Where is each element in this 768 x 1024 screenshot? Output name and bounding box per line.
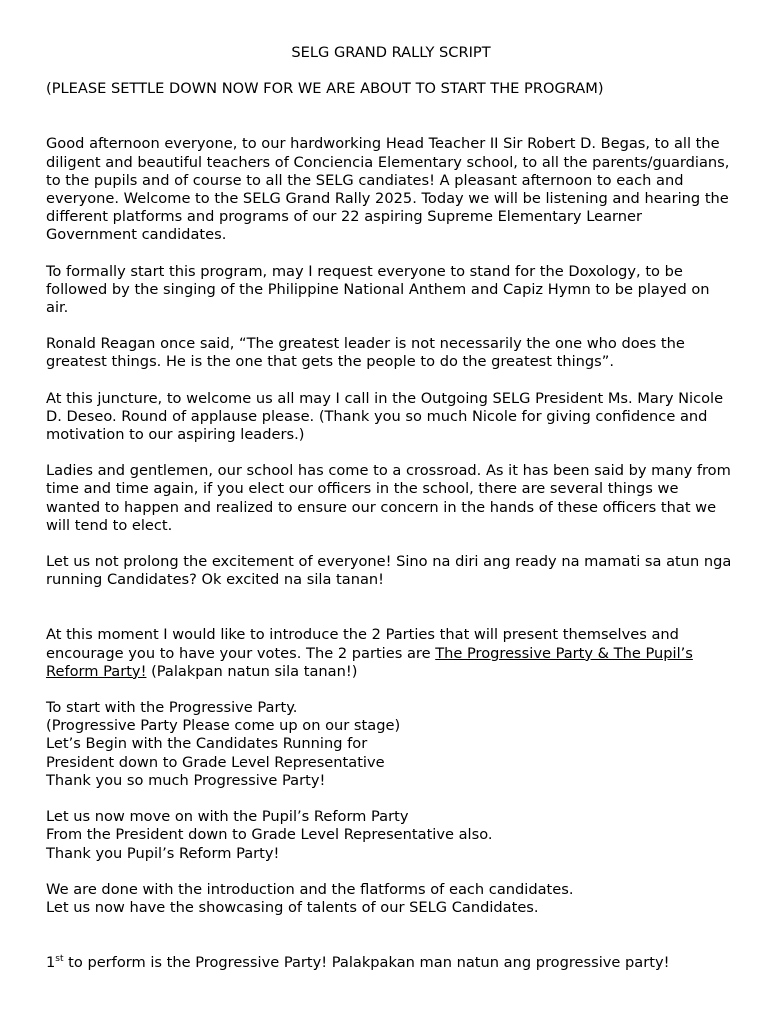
ordinal-number: 1 bbox=[46, 954, 56, 972]
showcase-block bbox=[46, 881, 736, 917]
outgoing-president-paragraph: At this juncture, to welcome us all may I call in the Outgoing SELG President Ms. Mary Nicole D. Deseo. Round of applause please. (Thank you so much Nicole for giving confidence and motivation to our aspiring leaders.) bbox=[46, 389, 724, 444]
welcome-paragraph: Good afternoon everyone, to our hardworking Head Teacher II Sir Robert D. Begas, to all the diligent and beautiful teachers of Conciencia Elementary school, to all the parents/guardians, to the pupils and of course to all the SELG candiates! A pleasant afternoon to each and everyone. Welcome to the SELG Grand Rally 2025. Today we will be listening and hearing the different platforms and programs of our 22 aspiring Supreme Elementary Learner Government candidates. bbox=[46, 135, 730, 244]
program-start-paragraph: To formally start this program, may I request everyone to stand for the Doxology, to be followed by the singing of the Philippine National Anthem and Capiz Hymn to be played on air. bbox=[46, 262, 710, 317]
excitement-paragraph: Let us not prolong the excitement of everyone! Sino na diri ang ready na mamati sa atun nga running Candidates? Ok excited na sila tanan! bbox=[46, 553, 732, 589]
parties-intro-paragraph bbox=[46, 626, 736, 681]
document-title: SELG GRAND RALLY SCRIPT bbox=[291, 44, 491, 61]
progressive-line: Thank you so much Progressive Party! bbox=[46, 771, 326, 789]
first-performer-line bbox=[46, 954, 736, 972]
ordinal-suffix: st bbox=[55, 954, 64, 965]
progressive-line: Let’s Begin with the Candidates Running for bbox=[46, 735, 368, 753]
settle-down-notice: (PLEASE SETTLE DOWN NOW FOR WE ARE ABOUT TO START THE PROGRAM) bbox=[46, 80, 604, 98]
reform-line: From the President down to Grade Level Representative also. bbox=[46, 826, 493, 844]
reform-line: Thank you Pupil’s Reform Party! bbox=[46, 844, 280, 862]
crossroad-paragraph: Ladies and gentlemen, our school has come to a crossroad. As it has been said by many from time and time again, if you elect our officers in the school, there are several things we wanted to happen and realized to ensure our concern in the hands of these officers that we will tend to elect. bbox=[46, 462, 731, 534]
reform-party-block bbox=[46, 808, 736, 863]
reform-line: Let us now move on with the Pupil’s Reform Party bbox=[46, 808, 409, 826]
parties-intro-text: At this moment I would like to introduce the 2 Parties that will present themselves and encourage you to have your votes. The 2 parties are bbox=[46, 626, 679, 662]
showcase-line: Let us now have the showcasing of talents of our SELG Candidates. bbox=[46, 898, 539, 916]
progressive-line: President down to Grade Level Representative bbox=[46, 753, 385, 771]
first-performer-text: to perform is the Progressive Party! Palakpakan man natun ang progressive party! bbox=[63, 954, 670, 972]
progressive-line: (Progressive Party Please come up on our stage) bbox=[46, 717, 401, 735]
progressive-line: To start with the Progressive Party. bbox=[46, 699, 298, 717]
parties-applause-text: (Palakpan natun sila tanan!) bbox=[146, 662, 358, 680]
party-names-underlined: The Progressive Party & The Pupil’s Reform Party! bbox=[46, 644, 693, 680]
script-document bbox=[46, 44, 736, 990]
reagan-quote-paragraph: Ronald Reagan once said, “The greatest leader is not necessarily the one who does the greatest things. He is the one that gets the people to do the greatest things”. bbox=[46, 335, 685, 371]
showcase-line: We are done with the introduction and the flatforms of each candidates. bbox=[46, 880, 574, 898]
progressive-party-block bbox=[46, 699, 736, 790]
